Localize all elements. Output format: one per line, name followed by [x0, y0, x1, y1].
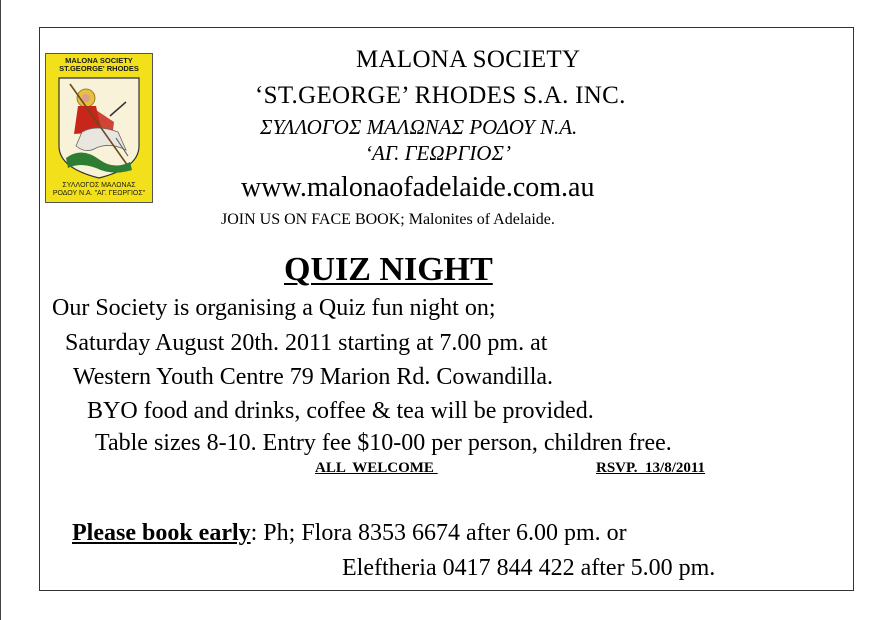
society-logo — [45, 53, 153, 203]
booking-line-1 — [72, 521, 627, 545]
event-line-3: Western Youth Centre 79 Marion Rd. Cowandilla. — [73, 364, 554, 390]
page-edge-rule — [0, 0, 1, 620]
logo-top-text — [46, 57, 152, 73]
event-line-1: Our Society is organising a Quiz fun night on; — [52, 295, 496, 321]
booking-contact-flora: : Ph; Flora 8353 6674 after 6.00 pm. or — [250, 520, 627, 546]
event-title: QUIZ NIGHT — [284, 251, 493, 288]
booking-contact-eleftheria: Eleftheria 0417 844 422 after 5.00 pm. — [342, 555, 716, 581]
logo-bottom-text — [46, 182, 152, 198]
logo-bottom-line1: ΣΥΛΛΟΓΟΣ ΜΑΛΩΝΑΣ — [62, 182, 136, 189]
logo-top-line2: ST.GEORGE' RHODES — [59, 64, 139, 73]
all-welcome-note: ALL WELCOME — [315, 460, 438, 476]
society-name: MALONA SOCIETY — [356, 46, 581, 73]
logo-top-line1: MALONA SOCIETY — [65, 56, 133, 65]
book-early-label: Please book early — [72, 520, 251, 546]
facebook-note: JOIN US ON FACE BOOK; Malonites of Adelaide. — [221, 211, 555, 228]
greek-name-line1: ΣΥΛΛΟΓΟΣ ΜΑΛΩΝΑΣ ΡΟΔΟΥ Ν.Α. — [260, 115, 578, 139]
event-line-4: BYO food and drinks, coffee & tea will be provided. — [87, 398, 594, 424]
rsvp-date: RSVP. 13/8/2011 — [596, 460, 706, 476]
logo-bottom-line2: ΡΟΔΟΥ Ν.Α. "ΑΓ. ΓΕΩΡΓΙΟΣ" — [52, 190, 146, 197]
event-line-5: Table sizes 8-10. Entry fee $10-00 per person, children free. — [95, 430, 672, 456]
st-george-icon — [56, 76, 142, 180]
event-line-2: Saturday August 20th. 2011 starting at 7.00 pm. at — [65, 330, 548, 356]
website-link[interactable]: www.malonaofadelaide.com.au — [241, 172, 595, 203]
greek-name-line2: ‘ΑΓ. ΓΕΩΡΓΙΟΣ’ — [365, 141, 511, 165]
society-full-name: ‘ST.GEORGE’ RHODES S.A. INC. — [255, 82, 626, 109]
